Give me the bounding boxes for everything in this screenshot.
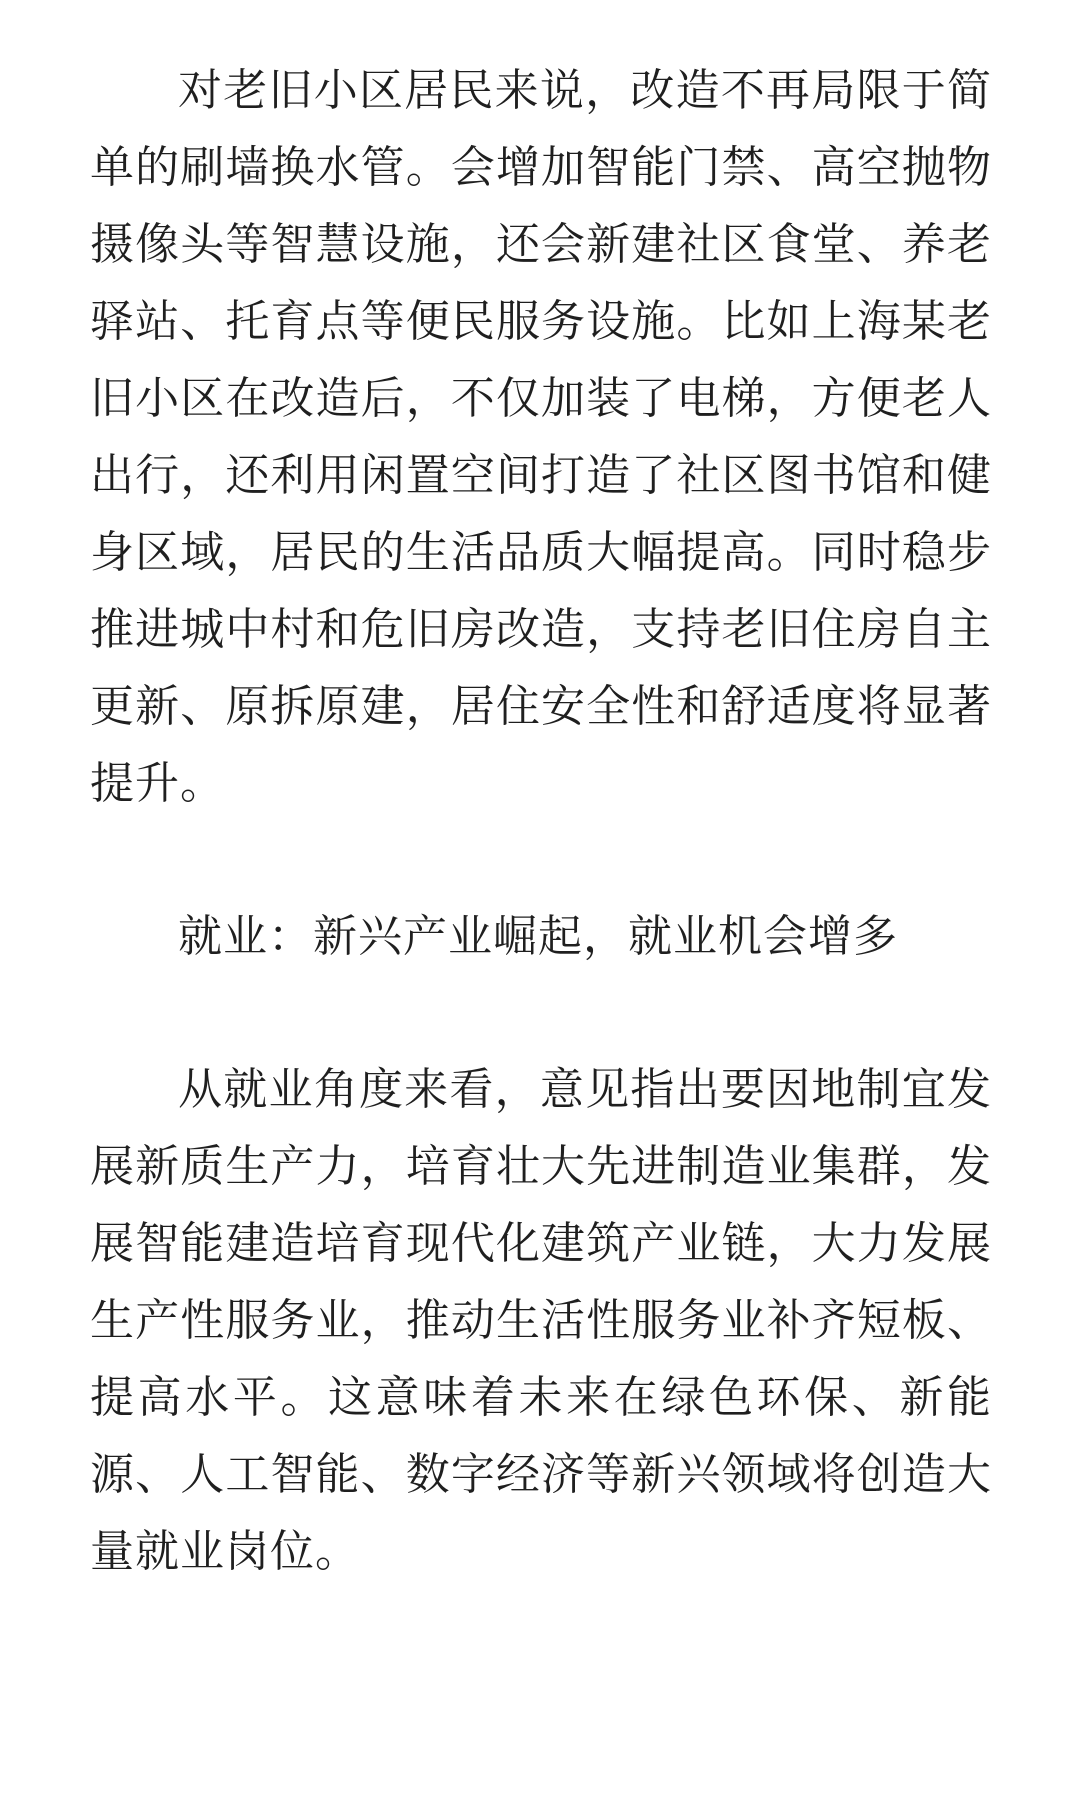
- section-heading-employment: 就业：新兴产业崛起，就业机会增多: [178, 911, 898, 962]
- paragraph-employment: 从就业角度来看，意见指出要因地制宜发展新质生产力，培育壮大先进制造业集群，发展智能建造培育现代化建筑产业链，大力发展生产性服务业，推动生活性服务业补齐短板、提高水平。这意味着未来在绿色环保、新能源、人工智能、数字经济等新兴领域将创造大量就业岗位。: [90, 1064, 992, 1577]
- paragraph-spacer: [90, 822, 992, 898]
- paragraph-spacer: [90, 975, 992, 1051]
- paragraph-housing-renovation: 对老旧小区居民来说，改造不再局限于简单的刷墙换水管。会增加智能门禁、高空抛物摄像头等智慧设施，还会新建社区食堂、养老驿站、托育点等便民服务设施。比如上海某老旧小区在改造后，不仅加装了电梯，方便老人出行，还利用闲置空间打造了社区图书馆和健身区域，居民的生活品质大幅提高。同时稳步推进城中村和危旧房改造，支持老旧住房自主更新、原拆原建，居住安全性和舒适度将显著提升。: [90, 65, 992, 809]
- article-body: [90, 52, 992, 1590]
